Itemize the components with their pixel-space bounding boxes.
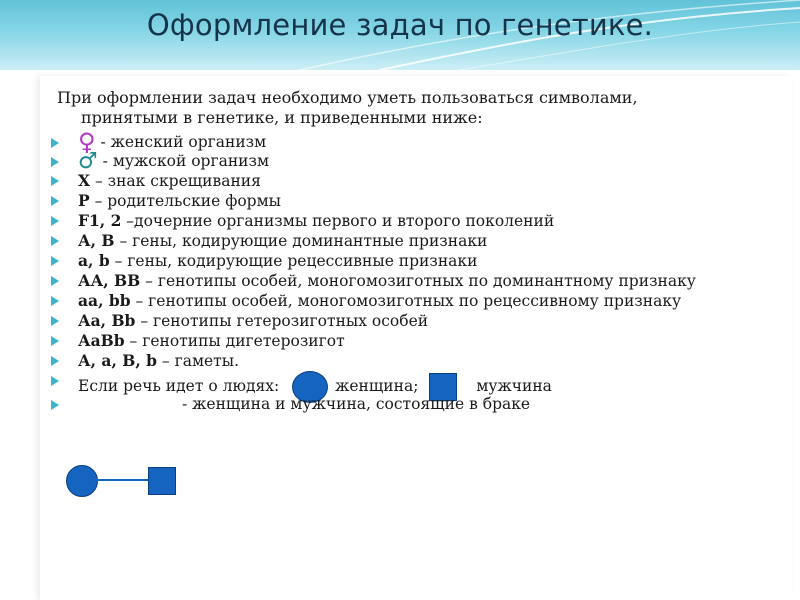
list-item-diheterozygous: АаВb – генотипы дигетерозигот <box>47 331 787 351</box>
bullet-icon <box>51 336 59 346</box>
bullet-icon <box>51 176 59 186</box>
list-item-dominant-homozygous: АА, ВВ – генотипы особей, моногомозиготных по доминантному признаку <box>47 271 787 291</box>
bullet-icon <box>51 376 59 386</box>
female-circle-icon <box>66 465 98 497</box>
bullet-icon <box>51 256 59 266</box>
list-item-people: Если речь идет о людях: женщина; мужчина <box>47 371 787 395</box>
intro-paragraph <box>57 88 757 128</box>
list-item-cross: Х – знак скрещивания <box>47 171 787 191</box>
symbol-list <box>47 128 787 414</box>
male-square-icon <box>148 467 176 495</box>
list-item-offspring: F1, 2 –дочерние организмы первого и второго поколений <box>47 211 787 231</box>
list-item-parents: Р – родительские формы <box>47 191 787 211</box>
bullet-icon <box>51 316 59 326</box>
list-item-male: ♂ - мужской организм <box>47 152 787 171</box>
list-item-heterozygous: Аа, Вb – генотипы гетерозиготных особей <box>47 311 787 331</box>
bullet-icon <box>51 400 59 410</box>
bullet-icon <box>51 356 59 366</box>
slide-title: Оформление задач по генетике. <box>146 8 654 42</box>
list-item-gametes: А, а, В, b – гаметы. <box>47 351 787 371</box>
list-item-dominant-genes: А, В – гены, кодирующие доминантные признаки <box>47 231 787 251</box>
bullet-icon <box>51 236 59 246</box>
intro-line-1: При оформлении задач необходимо уметь пользоваться символами, <box>57 88 638 107</box>
list-item-couple: - женщина и мужчина, состоящие в браке <box>47 395 787 414</box>
bullet-icon <box>51 138 59 148</box>
bullet-icon <box>51 216 59 226</box>
list-item-recessive-homozygous: аа, bb – генотипы особей, моногомозиготных по рецессивному признаку <box>47 291 787 311</box>
married-couple-diagram <box>66 465 178 495</box>
mars-icon: ♂ <box>78 149 98 174</box>
venus-icon: ♀ <box>78 128 96 156</box>
slide-header-band <box>0 0 800 70</box>
bullet-icon <box>51 196 59 206</box>
list-item-recessive-genes: а, b – гены, кодирующие рецессивные признаки <box>47 251 787 271</box>
marriage-line <box>96 479 148 481</box>
bullet-icon <box>51 157 59 167</box>
intro-line-2: принятыми в генетике, и приведенными ниже: <box>81 108 483 127</box>
list-item-female: ♀ - женский организм <box>47 133 787 152</box>
bullet-icon <box>51 296 59 306</box>
bullet-icon <box>51 276 59 286</box>
